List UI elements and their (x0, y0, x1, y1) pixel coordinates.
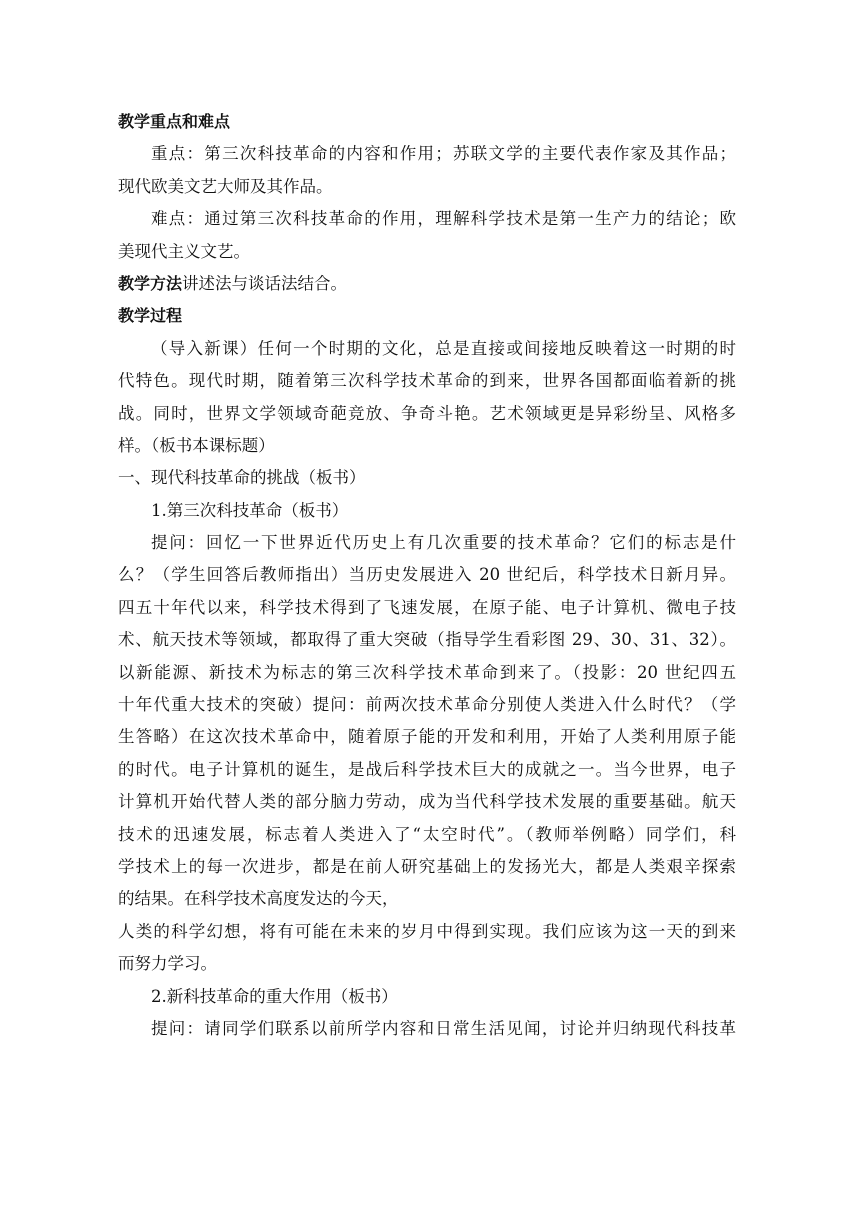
paragraph-1-line-10: 技术的迅速发展，标志着人类进入了“太空时代”。（教师举例略）同学们，科 (118, 824, 736, 844)
intro-line-3: 战。同时，世界文学领域奇葩竞放、争奇斗艳。艺术领域更是异彩纷呈、风格多 (118, 403, 736, 423)
paragraph-1-line-4: 术、航天技术等领域，都取得了重大突破（指导学生看彩图 29、30、31、32）。 (118, 630, 736, 650)
subsection-2-title: 2.新科技革命的重大作用（板书） (151, 986, 398, 1006)
teaching-method (118, 268, 736, 300)
method-label: 教学方法 (118, 273, 183, 293)
heading-focus-difficulty: 教学重点和难点 (118, 112, 231, 131)
intro-line-1: （导入新课）任何一个时期的文化，总是直接或间接地反映着这一时期的时 (151, 338, 736, 358)
section-1-title: 一、现代科技革命的挑战（板书） (118, 468, 366, 488)
focus-line-2: 现代欧美文艺大师及其作品。 (118, 176, 333, 196)
paragraph-1-line-13: 人类的科学幻想，将有可能在未来的岁月中得到实现。我们应该为这一天的到来 (118, 921, 736, 941)
difficulty-line-2: 美现代主义文艺。 (118, 241, 250, 261)
paragraph-1-line-6: 十年代重大技术的突破）提问：前两次技术革命分别使人类进入什么时代？（学 (118, 695, 736, 715)
paragraph-2-line-1: 提问：请同学们联系以前所学内容和日常生活见闻，讨论并归纳现代科技革 (151, 1018, 736, 1038)
paragraph-1-line-9: 计算机开始代替人类的部分脑力劳动，成为当代科学技术发展的重要基础。航天 (118, 792, 736, 812)
difficulty-line-1: 难点：通过第三次科技革命的作用，理解科学技术是第一生产力的结论；欧 (151, 209, 736, 229)
paragraph-1-line-3: 四五十年代以来，科学技术得到了飞速发展，在原子能、电子计算机、微电子技 (118, 597, 736, 617)
heading-process: 教学过程 (118, 306, 183, 326)
paragraph-1-line-2: 么？（学生回答后教师指出）当历史发展进入 20 世纪后，科学技术日新月异。 (118, 565, 736, 585)
document-page (118, 106, 736, 1045)
paragraph-1-line-7: 生答略）在这次技术革命中，随着原子能的开发和利用，开始了人类利用原子能 (118, 727, 736, 747)
paragraph-1-line-5: 以新能源、新技术为标志的第三次科学技术革命到来了。（投影：20 世纪四五 (118, 662, 736, 682)
paragraph-1-line-8: 的时代。电子计算机的诞生，是战后科学技术巨大的成就之一。当今世界，电子 (118, 759, 736, 779)
paragraph-1-line-1: 提问：回忆一下世界近代历史上有几次重要的技术革命？它们的标志是什 (151, 533, 736, 553)
subsection-1-title: 1.第三次科技革命（板书） (151, 500, 349, 520)
paragraph-1-line-14: 而努力学习。 (118, 954, 217, 974)
intro-line-4: 样。（板书本课标题） (118, 435, 275, 455)
paragraph-1-line-12: 的结果。在科学技术高度发达的今天， (118, 889, 399, 909)
intro-line-2: 代特色。现代时期，随着第三次科学技术革命的到来，世界各国都面临着新的挑 (118, 371, 736, 391)
paragraph-1-line-11: 学技术上的每一次进步，都是在前人研究基础上的发扬光大，都是人类艰辛探索 (118, 856, 736, 876)
focus-line-1: 重点：第三次科技革命的内容和作用；苏联文学的主要代表作家及其作品； (151, 144, 736, 164)
method-text: 讲述法与谈话法结合。 (182, 273, 348, 293)
